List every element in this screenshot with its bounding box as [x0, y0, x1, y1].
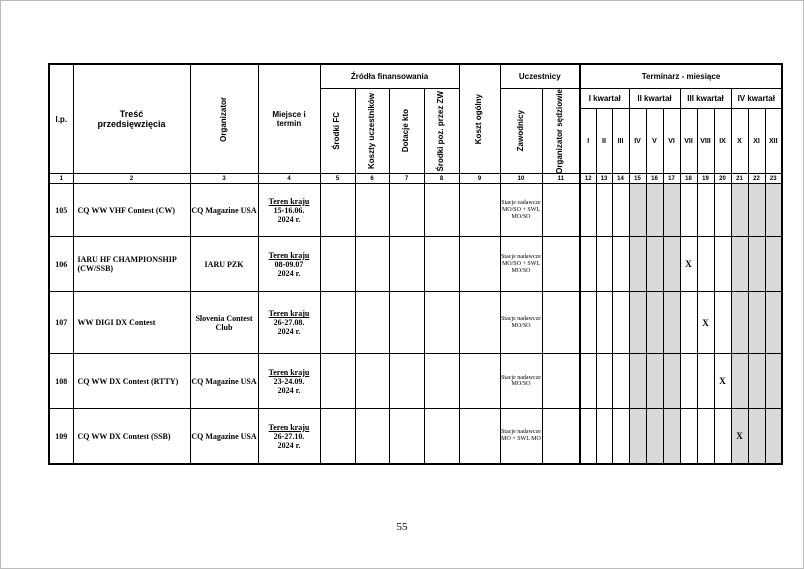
row-organizer: CQ Magazine USA — [190, 409, 258, 464]
month-cell — [596, 184, 612, 237]
row-year: 2024 r. — [277, 268, 301, 278]
empty-cell — [424, 292, 459, 354]
row-dates: 15-16.06. — [273, 205, 305, 215]
empty-cell — [320, 237, 355, 292]
row-lp: 106 — [49, 237, 73, 292]
column-number: 17 — [663, 174, 680, 184]
empty-cell — [424, 184, 459, 237]
empty-cell — [320, 409, 355, 464]
empty-cell — [355, 354, 389, 409]
header-month: VIII — [697, 108, 714, 174]
empty-cell — [355, 237, 389, 292]
month-cell — [748, 184, 765, 237]
column-number: 6 — [355, 174, 389, 184]
row-organizer: CQ Magazine USA — [190, 184, 258, 237]
header-month: X — [731, 108, 748, 174]
month-cell — [697, 354, 714, 409]
row-name: CQ WW VHF Contest (CW) — [73, 184, 190, 237]
month-cell — [629, 354, 646, 409]
month-cell — [680, 292, 697, 354]
table-row — [49, 354, 782, 409]
empty-cell — [542, 237, 580, 292]
header-schedule: Terminarz - miesiące — [580, 64, 782, 88]
header-month: V — [646, 108, 663, 174]
header-lp: l.p. — [49, 64, 73, 174]
empty-cell — [459, 354, 500, 409]
month-cell — [765, 409, 782, 464]
table-row — [49, 409, 782, 464]
row-place: Teren kraju — [268, 422, 310, 432]
month-cell — [697, 237, 714, 292]
column-number: 22 — [748, 174, 765, 184]
header-funding: Źródła finansowania — [320, 64, 459, 88]
column-number: 2 — [73, 174, 190, 184]
month-cell — [612, 292, 629, 354]
month-cell — [731, 184, 748, 237]
month-cell — [765, 237, 782, 292]
month-cell — [765, 184, 782, 237]
header-participants: Uczestnicy — [500, 64, 580, 88]
header-month: XII — [765, 108, 782, 174]
column-number: 15 — [629, 174, 646, 184]
header-funding-grants: Dotacje kto — [389, 88, 424, 174]
row-place-date — [258, 184, 320, 237]
header-funding-zw: Środki poz. przez ZW — [424, 88, 459, 174]
row-dates: 26-27.10. — [273, 431, 305, 441]
month-cell — [629, 184, 646, 237]
empty-cell — [355, 184, 389, 237]
row-place-date — [258, 354, 320, 409]
empty-cell — [389, 237, 424, 292]
row-place: Teren kraju — [268, 309, 310, 319]
row-organizer: CQ Magazine USA — [190, 354, 258, 409]
month-cell — [697, 184, 714, 237]
column-number: 4 — [258, 174, 320, 184]
row-lp: 107 — [49, 292, 73, 354]
column-number: 10 — [500, 174, 542, 184]
column-number: 7 — [389, 174, 424, 184]
header-content: Treść przedsięwzięcia — [73, 64, 190, 174]
row-dates: 26-27.08. — [273, 318, 305, 328]
empty-cell — [459, 237, 500, 292]
month-cell — [765, 354, 782, 409]
empty-cell — [542, 184, 580, 237]
row-dates: 08-09.07 — [274, 259, 304, 269]
empty-cell — [424, 409, 459, 464]
month-cell — [663, 237, 680, 292]
column-number: 1 — [49, 174, 73, 184]
row-place-date — [258, 409, 320, 464]
row-name: CQ WW DX Contest (RTTY) — [73, 354, 190, 409]
column-number: 13 — [596, 174, 612, 184]
empty-cell — [542, 354, 580, 409]
month-cell — [748, 354, 765, 409]
table-row — [49, 292, 782, 354]
header-month: VII — [680, 108, 697, 174]
row-lp: 109 — [49, 409, 73, 464]
empty-cell — [355, 292, 389, 354]
empty-cell — [320, 354, 355, 409]
row-year: 2024 r. — [277, 214, 301, 224]
month-cell — [714, 292, 731, 354]
header-month: IV — [629, 108, 646, 174]
header-month: II — [596, 108, 612, 174]
column-number: 20 — [714, 174, 731, 184]
row-year: 2024 r. — [277, 440, 301, 450]
empty-cell — [320, 292, 355, 354]
month-cell — [646, 237, 663, 292]
empty-cell — [389, 184, 424, 237]
empty-cell — [459, 409, 500, 464]
month-cell — [646, 354, 663, 409]
row-dates: 23-24.09. — [273, 376, 305, 386]
table-row — [49, 237, 782, 292]
month-cell — [629, 292, 646, 354]
month-cell — [612, 184, 629, 237]
month-cell — [612, 237, 629, 292]
month-cell — [731, 354, 748, 409]
row-place-date — [258, 237, 320, 292]
column-number: 18 — [680, 174, 697, 184]
header-organizer: Organizator — [190, 64, 258, 174]
month-cell — [612, 354, 629, 409]
header-month: IX — [714, 108, 731, 174]
month-cell — [580, 292, 596, 354]
month-cell — [580, 409, 596, 464]
month-cell — [748, 292, 765, 354]
column-number: 19 — [697, 174, 714, 184]
month-cell — [629, 237, 646, 292]
header-quarter-3: III kwartał — [680, 88, 731, 108]
column-number: 16 — [646, 174, 663, 184]
month-cell — [663, 292, 680, 354]
column-number: 8 — [424, 174, 459, 184]
header-month: I — [580, 108, 596, 174]
empty-cell — [355, 409, 389, 464]
month-cell — [663, 184, 680, 237]
month-cell — [680, 184, 697, 237]
row-lp: 108 — [49, 354, 73, 409]
empty-cell — [424, 354, 459, 409]
empty-cell — [389, 354, 424, 409]
empty-cell — [542, 292, 580, 354]
month-cell — [596, 409, 612, 464]
month-cell — [596, 354, 612, 409]
month-cell — [646, 409, 663, 464]
month-cell — [697, 409, 714, 464]
month-cell — [714, 237, 731, 292]
month-cell — [680, 354, 697, 409]
header-quarter-1: I kwartał — [580, 88, 629, 108]
month-cell — [596, 292, 612, 354]
row-participants: Stacje nadawcze MO/SO — [500, 292, 542, 354]
header-judges: Organizator sędziowie — [542, 88, 580, 174]
row-participants: Stacje nadawcze MO/SO + SWL MO/SO — [500, 237, 542, 292]
month-cell — [680, 409, 697, 464]
month-mark: X — [680, 237, 697, 292]
header-funding-fc: Środki FC — [320, 88, 355, 174]
month-cell — [714, 409, 731, 464]
month-cell — [580, 237, 596, 292]
month-mark: X — [731, 409, 748, 464]
row-place: Teren kraju — [268, 250, 310, 260]
column-number-row — [49, 174, 782, 184]
column-number: 12 — [580, 174, 596, 184]
empty-cell — [320, 184, 355, 237]
empty-cell — [542, 409, 580, 464]
month-cell — [663, 409, 680, 464]
column-number: 21 — [731, 174, 748, 184]
row-year: 2024 r. — [277, 385, 301, 395]
header-month: VI — [663, 108, 680, 174]
header-month: XI — [748, 108, 765, 174]
month-cell — [731, 292, 748, 354]
month-cell — [663, 354, 680, 409]
header-competitors: Zawodnicy — [500, 88, 542, 174]
column-number: 3 — [190, 174, 258, 184]
header-funding-participants-cost: Koszty uczestników — [355, 88, 389, 174]
month-cell — [748, 409, 765, 464]
month-cell — [612, 409, 629, 464]
row-organizer: IARU PZK — [190, 237, 258, 292]
schedule-table — [48, 63, 783, 465]
row-lp: 105 — [49, 184, 73, 237]
row-place: Teren kraju — [268, 367, 310, 377]
row-place-date — [258, 292, 320, 354]
month-cell — [580, 184, 596, 237]
month-cell — [646, 184, 663, 237]
month-mark: X — [697, 292, 714, 354]
empty-cell — [389, 409, 424, 464]
row-year: 2024 r. — [277, 327, 301, 337]
empty-cell — [424, 237, 459, 292]
column-number: 11 — [542, 174, 580, 184]
header-quarter-4: IV kwartał — [731, 88, 782, 108]
row-participants: Stacje nadawcze MO/SO — [500, 354, 542, 409]
month-cell — [731, 237, 748, 292]
month-cell — [765, 292, 782, 354]
month-cell — [748, 237, 765, 292]
month-mark: X — [714, 354, 731, 409]
month-cell — [629, 409, 646, 464]
row-name: WW DIGI DX Contest — [73, 292, 190, 354]
column-number: 5 — [320, 174, 355, 184]
month-cell — [646, 292, 663, 354]
table-row — [49, 184, 782, 237]
page-number: 55 — [396, 521, 408, 533]
empty-cell — [459, 184, 500, 237]
header-month: III — [612, 108, 629, 174]
column-number: 23 — [765, 174, 782, 184]
row-place: Teren kraju — [268, 196, 310, 206]
header-quarter-2: II kwartał — [629, 88, 680, 108]
row-name: CQ WW DX Contest (SSB) — [73, 409, 190, 464]
row-name: IARU HF CHAMPIONSHIP (CW/SSB) — [73, 237, 190, 292]
empty-cell — [389, 292, 424, 354]
header-place-date: Miejsce i termin — [258, 64, 320, 174]
row-participants: Stacje zadawcze MO/SO + SWL MO/SO — [500, 184, 542, 237]
month-cell — [714, 184, 731, 237]
empty-cell — [459, 292, 500, 354]
row-participants: Stacje nadawcze MO + SWL MO — [500, 409, 542, 464]
header-total-cost: Koszt ogólny — [459, 64, 500, 174]
row-organizer: Slovenia Contest Club — [190, 292, 258, 354]
column-number: 9 — [459, 174, 500, 184]
month-cell — [580, 354, 596, 409]
month-cell — [596, 237, 612, 292]
column-number: 14 — [612, 174, 629, 184]
